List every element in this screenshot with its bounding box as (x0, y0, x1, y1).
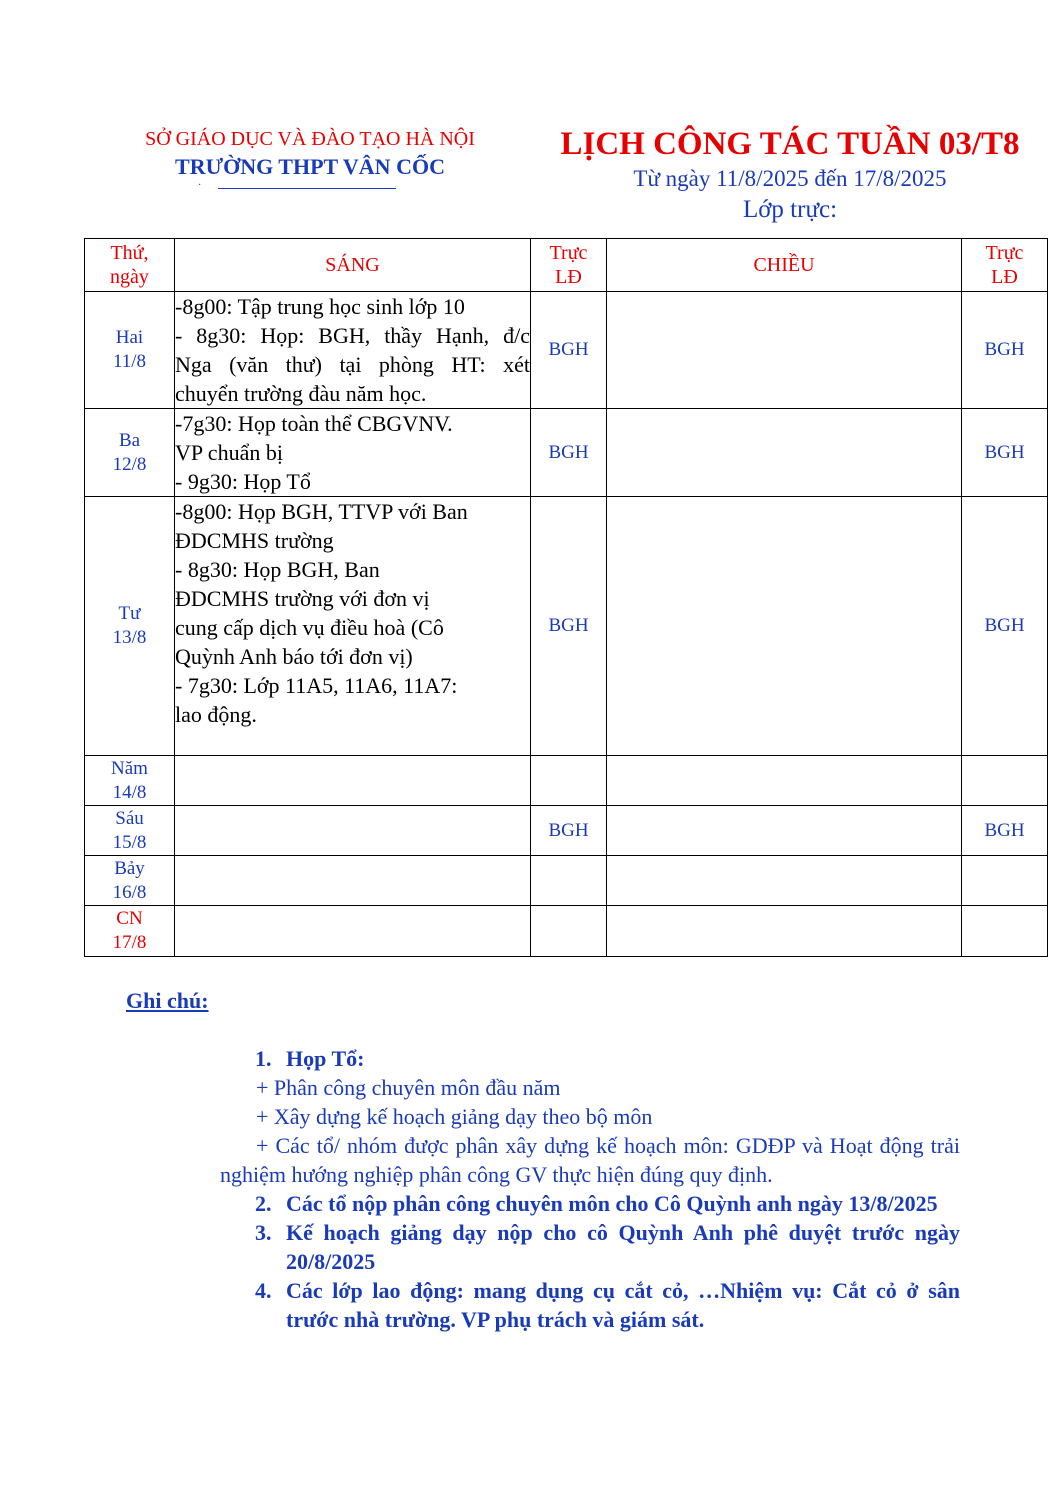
header-afternoon: CHIỀU (607, 239, 962, 292)
afternoon-cell (607, 497, 962, 756)
note-text: Kế hoạch giảng dạy nộp cho cô Quỳnh Anh phê duyệt trước ngày 20/8/2025 (286, 1220, 960, 1274)
day-date: 14/8 (112, 781, 147, 803)
day-date: 17/8 (112, 932, 147, 953)
header-day-line1: Thứ, (110, 242, 149, 264)
duty-morning-cell: BGH (531, 497, 607, 756)
morning-cell (175, 906, 531, 957)
morning-line: - 7g30: Lớp 11A5, 11A6, 11A7: (175, 673, 458, 698)
day-cell (85, 756, 175, 806)
morning-line: Nga (văn thư) tại phòng HT: xét (175, 352, 530, 377)
schedule-title: LỊCH CÔNG TÁC TUẦN 03/T8 (560, 126, 1020, 162)
afternoon-cell (607, 409, 962, 497)
morning-line: - 8g30: Họp: BGH, thầy Hạnh, đ/c (175, 323, 530, 348)
morning-cell (175, 806, 531, 856)
duty-morning-cell: BGH (531, 292, 607, 409)
morning-line: -8g00: Họp BGH, TTVP với Ban (175, 499, 468, 524)
day-cell (85, 292, 175, 409)
afternoon-cell (607, 292, 962, 409)
weekly-schedule-table (84, 238, 1048, 957)
day-cell (85, 497, 175, 756)
table-header-row (85, 239, 1048, 292)
duty-morning-cell: BGH (531, 409, 607, 497)
day-cell (85, 906, 175, 957)
header-duty-afternoon-line1: Trực (985, 242, 1024, 264)
header-duty-morning-line1: Trực (549, 242, 588, 264)
day-date: 12/8 (112, 453, 147, 475)
note-text: Các tổ nộp phân công chuyên môn cho Cô Quỳnh anh ngày 13/8/2025 (286, 1191, 938, 1216)
note-sub-item: + Xây dựng kế hoạch giảng dạy theo bộ môn (256, 1104, 653, 1129)
day-cell (85, 806, 175, 856)
note-number: 4. (255, 1278, 272, 1303)
afternoon-cell (607, 906, 962, 957)
morning-line: Quỳnh Anh báo tới đơn vị) (175, 644, 413, 669)
decorative-dot: · (198, 180, 202, 191)
table-row (85, 806, 1048, 856)
morning-cell (175, 756, 531, 806)
duty-morning-cell: BGH (531, 806, 607, 856)
duty-afternoon-cell (962, 906, 1048, 957)
note-item (220, 1044, 960, 1073)
morning-line: chuyển trường đàu năm học. (175, 381, 427, 406)
note-number: 2. (255, 1191, 272, 1216)
morning-line: ĐDCMHS trường (175, 528, 334, 553)
duty-afternoon-cell: BGH (962, 806, 1048, 856)
header-morning: SÁNG (175, 239, 531, 292)
morning-line: VP chuẩn bị (175, 440, 283, 465)
day-name: Ba (118, 429, 141, 451)
note-item (220, 1218, 960, 1276)
notes-list (220, 1044, 960, 1334)
morning-line: -7g30: Họp toàn thể CBGVNV. (175, 411, 453, 436)
duty-class-label: Lớp trực: (742, 196, 838, 223)
morning-line: - 9g30: Họp Tổ (175, 469, 311, 494)
day-name: Hai (115, 327, 144, 348)
table-row (85, 856, 1048, 906)
note-item (220, 1189, 960, 1218)
note-sub-item: + Các tổ/ nhóm được phân xây dựng kế hoạch môn: GDĐP và Hoạt động trải nghiệm hướng nghiệp phân công GV thực hiện đúng quy định. (220, 1133, 960, 1187)
note-text: Các lớp lao động: mang dụng cụ cắt cỏ, …Nhiệm vụ: Cắt cỏ ở sân trước nhà trường. VP phụ trách và giám sát. (286, 1278, 960, 1332)
morning-line: lao động. (175, 702, 257, 727)
note-item (220, 1276, 960, 1334)
morning-cell (175, 409, 531, 497)
day-date: 11/8 (112, 351, 147, 372)
note-number: 1. (255, 1046, 272, 1071)
date-range: Từ ngày 11/8/2025 đến 17/8/2025 (633, 166, 947, 191)
day-name: Sáu (115, 807, 144, 829)
morning-cell (175, 497, 531, 756)
table-row (85, 756, 1048, 806)
table-row (85, 292, 1048, 409)
duty-afternoon-cell (962, 856, 1048, 906)
day-name: Năm (111, 757, 148, 779)
header-duty-morning-line2: LĐ (555, 266, 582, 288)
day-cell (85, 409, 175, 497)
duty-afternoon-cell: BGH (962, 497, 1048, 756)
header-day-line2: ngày (110, 266, 149, 288)
duty-morning-cell (531, 756, 607, 806)
day-cell (85, 856, 175, 906)
morning-line: ĐDCMHS trường với đơn vị (175, 586, 430, 611)
afternoon-cell (607, 756, 962, 806)
day-name: Bảy (114, 857, 145, 879)
table-row (85, 497, 1048, 756)
day-date: 16/8 (112, 881, 147, 903)
morning-line: -8g00: Tập trung học sinh lớp 10 (175, 294, 465, 319)
school-underline (218, 188, 396, 189)
note-number: 3. (255, 1220, 272, 1245)
note-text: Họp Tổ: (286, 1046, 365, 1071)
afternoon-cell (607, 856, 962, 906)
day-date: 15/8 (112, 831, 147, 853)
duty-morning-cell (531, 906, 607, 957)
duty-morning-cell (531, 856, 607, 906)
header-duty-afternoon (962, 239, 1048, 292)
duty-afternoon-cell: BGH (962, 292, 1048, 409)
afternoon-cell (607, 806, 962, 856)
day-name: CN (116, 908, 143, 929)
table-row (85, 409, 1048, 497)
note-sub-item: + Phân công chuyên môn đầu năm (256, 1075, 561, 1100)
morning-line: - 8g30: Họp BGH, Ban (175, 557, 380, 582)
header-day (85, 239, 175, 292)
duty-afternoon-cell: BGH (962, 409, 1048, 497)
day-date: 13/8 (112, 627, 147, 648)
school-name: TRƯỜNG THPT VÂN CỐC (175, 154, 445, 179)
department-name: SỞ GIÁO DỤC VÀ ĐÀO TẠO HÀ NỘI (145, 128, 475, 150)
duty-afternoon-cell (962, 756, 1048, 806)
header-duty-afternoon-line2: LĐ (991, 266, 1018, 288)
table-row (85, 906, 1048, 957)
morning-cell (175, 292, 531, 409)
morning-line: cung cấp dịch vụ điều hoà (Cô (175, 615, 444, 640)
header-duty-morning (531, 239, 607, 292)
day-name: Tư (118, 603, 141, 624)
morning-cell (175, 856, 531, 906)
notes-title: Ghi chú: (126, 988, 209, 1013)
